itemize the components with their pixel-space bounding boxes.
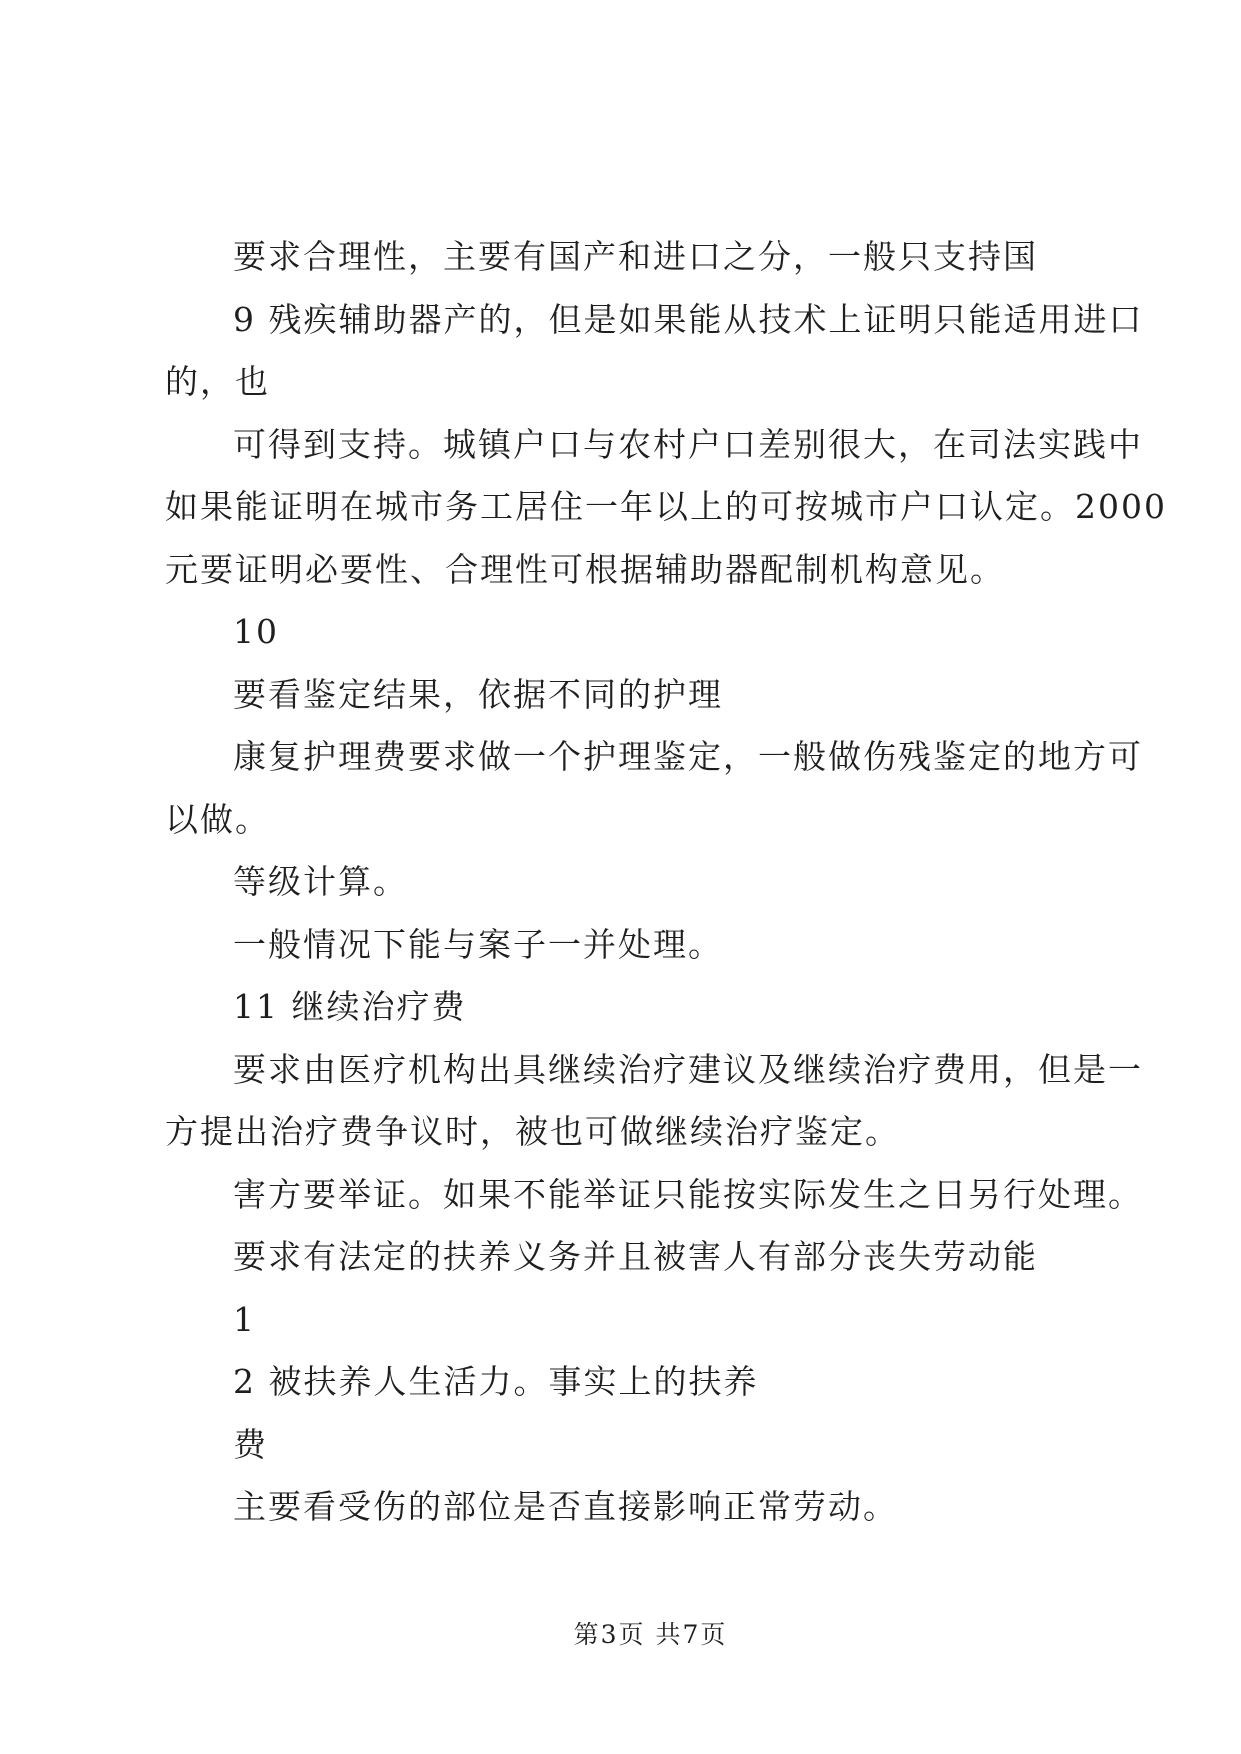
text-line: 元要证明必要性、合理性可根据辅助器配制机构意见。 [165,549,1005,589]
text-line: 9 残疾辅助器产的，但是如果能从技术上证明只能适用进口 [233,299,1144,339]
text-line: 10 [233,612,279,651]
text-line: 11 继续治疗费 [233,987,467,1026]
text-line: 以做。 [165,799,270,839]
text-line: 1 [233,1299,256,1339]
page-footer: 第3页 共7页 [573,1620,728,1649]
text-line: 康复护理费要求做一个护理鉴定，一般做伤残鉴定的地方可 [233,737,1143,776]
document-body [165,226,1167,1539]
text-line: 等级计算。 [233,862,408,901]
text-line: 如果能证明在城市务工居住一年以上的可按城市户口认定。2000 [165,487,1167,526]
text-line: 要看鉴定结果，依据不同的护理 [233,674,723,714]
text-line: 要求由医疗机构出具继续治疗建议及继续治疗费用，但是一 [233,1049,1143,1089]
text-line: 害方要举证。如果不能举证只能按实际发生之日另行处理。 [233,1174,1143,1214]
text-line: 要求有法定的扶养义务并且被害人有部分丧失劳动能 [233,1237,1038,1276]
text-line: 可得到支持。城镇户口与农村户口差别很大，在司法实践中 [233,424,1143,464]
text-line: 2 被扶养人生活力。事实上的扶养 [233,1362,759,1401]
text-line: 一般情况下能与案子一并处理。 [233,924,723,964]
text-line: 费 [233,1424,268,1464]
text-line: 要求合理性，主要有国产和进口之分，一般只支持国 [233,237,1038,276]
text-line: 主要看受伤的部位是否直接影响正常劳动。 [233,1487,898,1526]
text-line: 方提出治疗费争议时，被也可做继续治疗鉴定。 [165,1112,900,1151]
text-line: 的，也 [165,362,270,401]
